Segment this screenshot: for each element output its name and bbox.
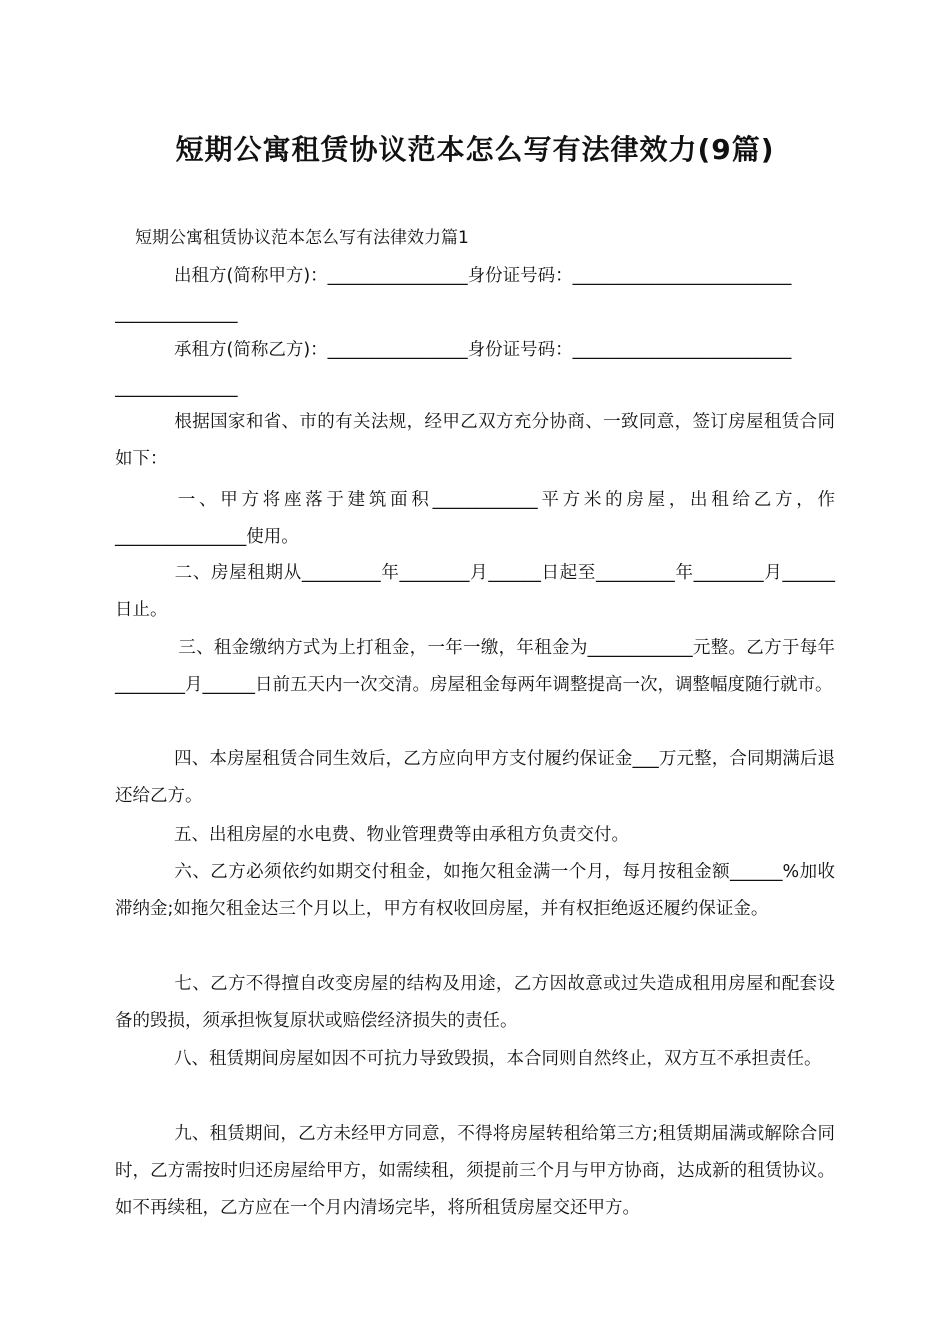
paragraph-clause-6: 六、乙方必须依约如期交付租金，如拖欠租金满一个月，每月按租金额______%加收滞纳金;如拖欠租金达三个月以上，甲方有权收回房屋，并有权拒绝返还履约保证金。 (115, 862, 835, 919)
paragraph-clause-5: 五、出租房屋的水电费、物业管理费等由承租方负责交付。 (174, 825, 629, 845)
lessor-text: 出租方(简称甲方)：________________身份证号码：_________________________ (174, 266, 792, 286)
lessee-line (115, 336, 835, 364)
document-title: 短期公寓租赁协议范本怎么写有法律效力(9篇) (175, 133, 775, 166)
lessee-line-continuation: ______________ (115, 378, 238, 398)
lessee-text: 承租方(简称乙方)：________________身份证号码：_________________________ (174, 340, 792, 360)
paragraph-clause-8: 八、租赁期间房屋如因不可抗力导致毁损，本合同则自然终止，双方互不承担责任。 (174, 1049, 822, 1069)
paragraph-clause-2: 二、房屋租期从_________年________月______日起至_________年________月______日止。 (115, 563, 835, 620)
paragraph-clause-3: 三、租金缴纳方式为上打租金，一年一缴，年租金为____________元整。乙方于每年________月______日前五天内一次交清。房屋租金每两年调整提高一次，调整幅度随行就市。 (115, 638, 835, 695)
paragraph-clause-4: 四、本房屋租赁合同生效后，乙方应向甲方支付履约保证金___万元整，合同期满后退还给乙方。 (115, 749, 835, 806)
paragraph-intro: 根据国家和省、市的有关法规，经甲乙双方充分协商、一致同意，签订房屋租赁合同如下： (115, 412, 835, 469)
section-heading: 短期公寓租赁协议范本怎么写有法律效力篇1 (135, 228, 469, 248)
lessor-line (115, 262, 835, 290)
paragraph-clause-7: 七、乙方不得擅自改变房屋的结构及用途，乙方因故意或过失造成租用房屋和配套设备的毁损，须承担恢复原状或赔偿经济损失的责任。 (115, 974, 835, 1031)
paragraph-clause-9: 九、租赁期间，乙方未经甲方同意，不得将房屋转租给第三方;租赁期届满或解除合同时，乙方需按时归还房屋给甲方，如需续租，须提前三个月与甲方协商，达成新的租赁协议。如不再续租，乙方应在一个月内清场完毕，将所租赁房屋交还甲方。 (115, 1124, 835, 1218)
paragraph-clause-1: 一、甲方将座落于建筑面积____________平方米的房屋，出租给乙方，作_______________使用。 (115, 490, 835, 547)
lessor-line-continuation: ______________ (115, 304, 238, 324)
